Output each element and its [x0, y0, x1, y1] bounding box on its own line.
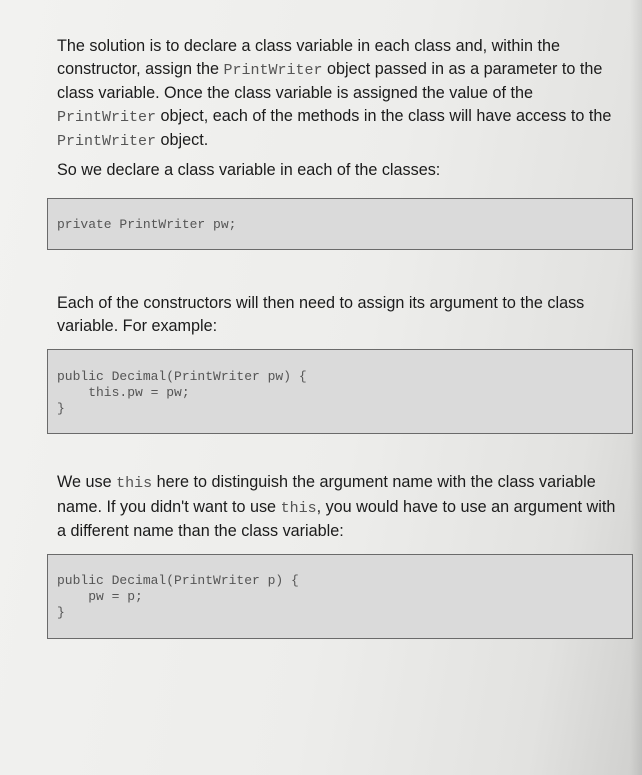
code-text: public Decimal(PrintWriter p) { pw = p; }	[57, 573, 299, 620]
text-span: The solution is to declare a class variable in each class and, within the constructor, assign the	[57, 37, 560, 78]
paragraph-solution	[57, 35, 617, 154]
paragraph-this-usage	[57, 471, 617, 543]
code-text: public Decimal(PrintWriter pw) { this.pw = pw; }	[57, 369, 307, 416]
code-block-constructor-example	[47, 349, 633, 434]
code-text: private PrintWriter pw;	[57, 217, 237, 232]
text-span: object, each of the methods in the class will have access to the	[156, 106, 612, 125]
paragraph-constructors: Each of the constructors will then need to assign its argument to the class variable. For example:	[57, 294, 585, 335]
page-edge-shadow	[630, 0, 642, 775]
text-span: , you would have to use an argument with a different name than the class variable:	[57, 497, 616, 540]
inline-code: this	[116, 475, 153, 492]
paragraph-declare: So we declare a class variable in each of the classes:	[57, 161, 441, 179]
inline-code: PrintWriter	[57, 133, 157, 150]
text-span: object passed in as a parameter to the class variable. Once the class variable is assigned the value of the	[57, 59, 603, 102]
text-span: object.	[156, 131, 209, 149]
text-span: We use	[57, 473, 117, 491]
inline-code: this	[280, 499, 317, 517]
inline-code: PrintWriter	[223, 61, 323, 79]
inline-code: PrintWriter	[57, 108, 157, 126]
code-block-declaration	[47, 198, 633, 250]
code-block-alternate-constructor	[47, 554, 633, 639]
text-span: here to distinguish the argument name with the class variable name. If you didn't want to use	[57, 473, 596, 516]
